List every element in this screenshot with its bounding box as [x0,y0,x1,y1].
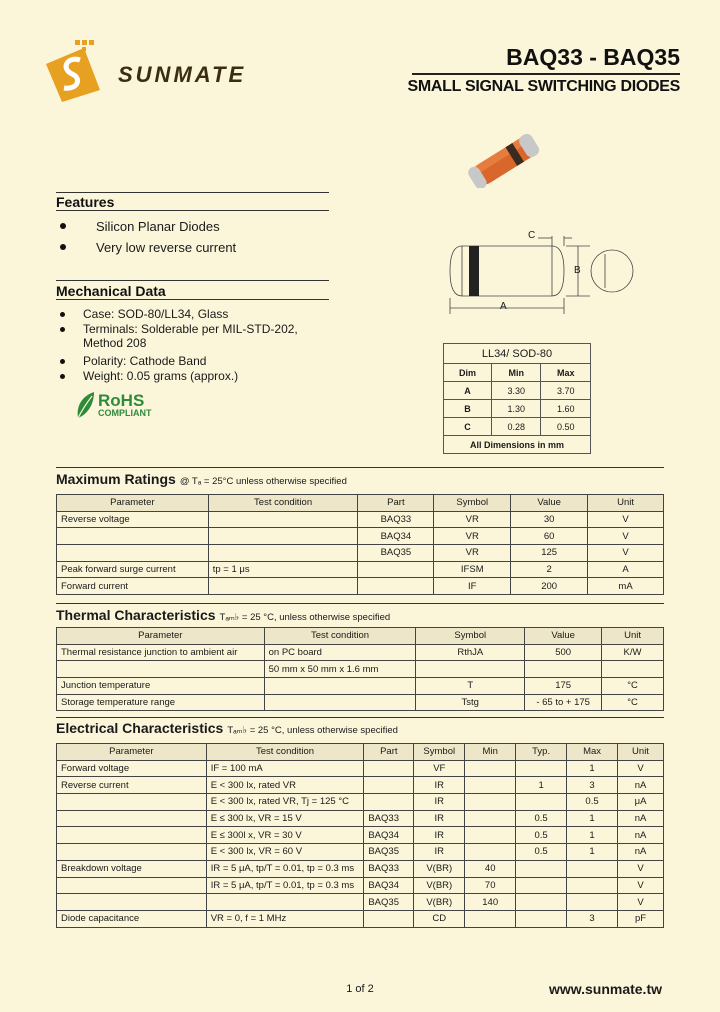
table-cell [208,511,358,528]
table-cell: on PC board [264,644,416,661]
table-cell [57,528,209,545]
table-cell: 70 [465,877,516,894]
table-cell [206,894,364,911]
dim-table-caption: LL34/ SOD-80 [444,344,591,364]
table-cell: 1 [567,827,618,844]
dim-table-footer: All Dimensions in mm [444,436,591,454]
table-cell [57,827,207,844]
table-row [57,578,664,595]
table-cell: A [588,561,664,578]
table-cell: E ≤ 300 lx, VR = 15 V [206,810,364,827]
mr-header-cell: Value [511,495,588,512]
el-header-cell: Parameter [57,744,207,761]
website-link[interactable]: www.sunmate.tw [548,981,662,997]
table-cell [567,894,618,911]
table-cell: 0.5 [516,827,567,844]
el-header-cell: Unit [618,744,664,761]
table-cell [264,678,416,695]
table-cell: Junction temperature [57,678,265,695]
table-cell: 175 [525,678,602,695]
dim-label-c: C [528,230,536,241]
table-cell [465,777,516,794]
table-cell: BAQ33 [364,860,414,877]
table-cell: BAQ35 [364,844,414,861]
features-rule [56,210,329,211]
table-cell: tp = 1 μs [208,561,358,578]
table-row [57,777,664,794]
table-cell: 0.5 [516,810,567,827]
dim-cell: 3.70 [541,382,591,400]
table-cell: BAQ35 [364,894,414,911]
table-cell: V [588,511,664,528]
table-cell: V [618,760,664,777]
el-header-cell: Min [465,744,516,761]
mechanical-list [56,307,298,384]
part-title: BAQ33 - BAQ35 [506,44,680,70]
table-cell: Breakdown voltage [57,860,207,877]
table-cell [465,794,516,811]
max-ratings-note: @ Tₐ = 25°C unless otherwise specified [179,476,347,487]
table-cell [57,545,209,562]
table-cell: V(BR) [414,860,465,877]
feature-item: Very low reverse current [56,237,236,258]
dim-cell: 1.60 [541,400,591,418]
table-cell [57,844,207,861]
rohs-title: RoHS [98,391,145,410]
table-cell: 1 [567,810,618,827]
table-cell: E < 300 lx, VR = 60 V [206,844,364,861]
sunmate-logo [38,38,114,109]
table-cell: nA [618,844,664,861]
table-cell: 200 [511,578,588,595]
dim-cell: 3.30 [492,382,541,400]
thermal-note: Tₐₘ♭ = 25 °C, unless otherwise specified [219,612,391,623]
table-cell: Peak forward surge current [57,561,209,578]
table-cell: V [618,877,664,894]
electrical-note: Tₐₘ♭ = 25 °C, unless otherwise specified [227,725,398,736]
table-cell: Reverse voltage [57,511,209,528]
table-cell: Diode capacitance [57,910,207,927]
table-cell [516,894,567,911]
table-cell: V [618,860,664,877]
table-cell: V [588,528,664,545]
table-row [57,644,664,661]
table-cell [567,860,618,877]
mechanical-item: Method 208 [83,336,147,350]
electrical-title: Electrical Characteristics [56,720,224,736]
mechanical-item: Case: SOD-80/LL34, Glass [56,307,298,321]
table-cell: 3 [567,910,618,927]
table-cell: V(BR) [414,877,465,894]
table-cell [516,760,567,777]
th-header-cell: Test condition [264,628,416,645]
table-row [57,661,664,678]
table-cell [516,860,567,877]
table-cell: 1 [567,760,618,777]
table-cell [516,877,567,894]
dim-cell: C [444,418,492,436]
dim-label-b: B [574,265,581,276]
table-cell: Tstg [416,694,525,711]
table-row [57,561,664,578]
table-cell: IR = 5 μA, tp/T = 0.01, tp = 0.3 ms [206,877,364,894]
table-cell: 1 [516,777,567,794]
table-row [57,827,664,844]
table-cell: RthJA [416,644,525,661]
table-cell: °C [602,678,664,695]
table-row [57,678,664,695]
table-cell [358,561,434,578]
table-row [57,894,664,911]
table-cell: Reverse current [57,777,207,794]
table-cell [208,528,358,545]
thermal-title: Thermal Characteristics [56,607,216,623]
max-ratings-header [56,471,347,487]
table-cell: IR [414,777,465,794]
table-cell: VR [434,545,511,562]
th-header-cell: Symbol [416,628,525,645]
table-cell [364,777,414,794]
table-cell [57,810,207,827]
leaf-icon [74,390,96,420]
dim-cell: 1.30 [492,400,541,418]
table-cell: nA [618,777,664,794]
table-cell: VF [414,760,465,777]
table-cell: BAQ33 [358,511,434,528]
mr-header-cell: Test condition [208,495,358,512]
table-cell: nA [618,827,664,844]
table-cell: Thermal resistance junction to ambient air [57,644,265,661]
table-cell: Storage temperature range [57,694,265,711]
rohs-compliant: COMPLIANT [98,408,152,418]
table-cell: BAQ35 [358,545,434,562]
table-cell [57,877,207,894]
mechanical-rule [56,299,329,300]
thermal-table [56,627,664,711]
table-row [57,694,664,711]
table-cell: IR [414,827,465,844]
brand-name: SUNMATE [118,62,247,87]
table-row [57,545,664,562]
table-cell: 500 [525,644,602,661]
table-cell [465,760,516,777]
table-row [57,860,664,877]
table-cell: E < 300 lx, rated VR, Tj = 125 °C [206,794,364,811]
table-cell [57,794,207,811]
table-row [57,528,664,545]
table-cell: 140 [465,894,516,911]
el-header-cell: Symbol [414,744,465,761]
thermal-header [56,607,390,623]
max-ratings-title: Maximum Ratings [56,471,176,487]
features-title: Features [56,194,115,210]
table-cell [364,910,414,927]
table-cell: Forward current [57,578,209,595]
dim-label-a: A [500,301,507,312]
feature-item: Silicon Planar Diodes [56,216,236,237]
table-cell [57,661,265,678]
table-cell [57,894,207,911]
page-number: 1 of 2 [346,983,374,995]
max-ratings-table [56,494,664,595]
table-cell [567,877,618,894]
electrical-header [56,720,398,736]
el-header-cell: Part [364,744,414,761]
table-cell [465,844,516,861]
mechanical-item: Weight: 0.05 grams (approx.) [56,369,298,383]
table-row [57,877,664,894]
table-cell: BAQ34 [364,827,414,844]
table-cell: 1 [567,844,618,861]
table-cell: IF = 100 mA [206,760,364,777]
table-cell: V [618,894,664,911]
table-cell: IR [414,810,465,827]
table-cell [516,794,567,811]
table-cell: μA [618,794,664,811]
table-row [57,810,664,827]
th-header-cell: Unit [602,628,664,645]
table-cell [602,661,664,678]
electrical-rule [56,717,664,718]
table-cell: 50 mm x 50 mm x 1.6 mm [264,661,416,678]
table-cell: IR [414,844,465,861]
dim-header: Min [492,364,541,382]
table-cell: nA [618,810,664,827]
mechanical-rule-top [56,280,329,281]
dim-cell: 0.28 [492,418,541,436]
table-cell [465,810,516,827]
table-cell: pF [618,910,664,927]
diode-image [462,132,546,193]
table-cell: 0.5 [516,844,567,861]
table-cell: BAQ34 [364,877,414,894]
table-cell: 60 [511,528,588,545]
table-cell [358,578,434,595]
mechanical-title: Mechanical Data [56,283,166,299]
thermal-rule [56,603,664,604]
table-cell [264,694,416,711]
dimension-table [443,343,591,454]
mr-header-cell: Parameter [57,495,209,512]
th-header-cell: Value [525,628,602,645]
dim-header: Max [541,364,591,382]
table-cell: V(BR) [414,894,465,911]
max-ratings-rule [56,467,664,468]
rohs-badge [74,390,152,420]
table-cell: V [588,545,664,562]
table-cell [364,794,414,811]
table-cell: IFSM [434,561,511,578]
table-cell: 30 [511,511,588,528]
mr-header-cell: Symbol [434,495,511,512]
table-cell: VR [434,511,511,528]
el-header-cell: Test condition [206,744,364,761]
table-row [57,511,664,528]
subtitle: SMALL SIGNAL SWITCHING DIODES [407,78,680,95]
table-cell: °C [602,694,664,711]
mr-header-cell: Unit [588,495,664,512]
table-cell: - 65 to + 175 [525,694,602,711]
el-header-cell: Max [567,744,618,761]
table-cell: 3 [567,777,618,794]
dim-header: Dim [444,364,492,382]
dim-cell: B [444,400,492,418]
table-row [57,910,664,927]
table-row [57,844,664,861]
table-cell [364,760,414,777]
table-cell: mA [588,578,664,595]
table-cell: E ≤ 300l x, VR = 30 V [206,827,364,844]
table-cell: CD [414,910,465,927]
table-cell: Forward voltage [57,760,207,777]
el-header-cell: Typ. [516,744,567,761]
table-cell: IF [434,578,511,595]
features-rule-top [56,192,329,193]
features-list [56,216,236,258]
table-cell: 40 [465,860,516,877]
table-cell [516,910,567,927]
table-cell [208,578,358,595]
table-cell: 2 [511,561,588,578]
table-cell [416,661,525,678]
table-cell: K/W [602,644,664,661]
table-cell [465,827,516,844]
table-cell: 125 [511,545,588,562]
dim-cell: 0.50 [541,418,591,436]
header-rule [412,73,680,75]
th-header-cell: Parameter [57,628,265,645]
table-row [57,794,664,811]
table-cell [465,910,516,927]
mechanical-item: Terminals: Solderable per MIL-STD-202, [56,322,298,336]
mr-header-cell: Part [358,495,434,512]
table-cell: VR = 0, f = 1 MHz [206,910,364,927]
table-cell: BAQ33 [364,810,414,827]
table-cell: T [416,678,525,695]
table-cell [208,545,358,562]
package-diagram [440,224,640,329]
dim-cell: A [444,382,492,400]
table-cell: VR [434,528,511,545]
table-cell: IR [414,794,465,811]
electrical-table [56,743,664,928]
table-cell: 0.5 [567,794,618,811]
table-cell: E < 300 lx, rated VR [206,777,364,794]
table-row [57,760,664,777]
mechanical-item: Polarity: Cathode Band [56,354,298,368]
table-cell [525,661,602,678]
table-cell: IR = 5 μA, tp/T = 0.01, tp = 0.3 ms [206,860,364,877]
table-cell: BAQ34 [358,528,434,545]
